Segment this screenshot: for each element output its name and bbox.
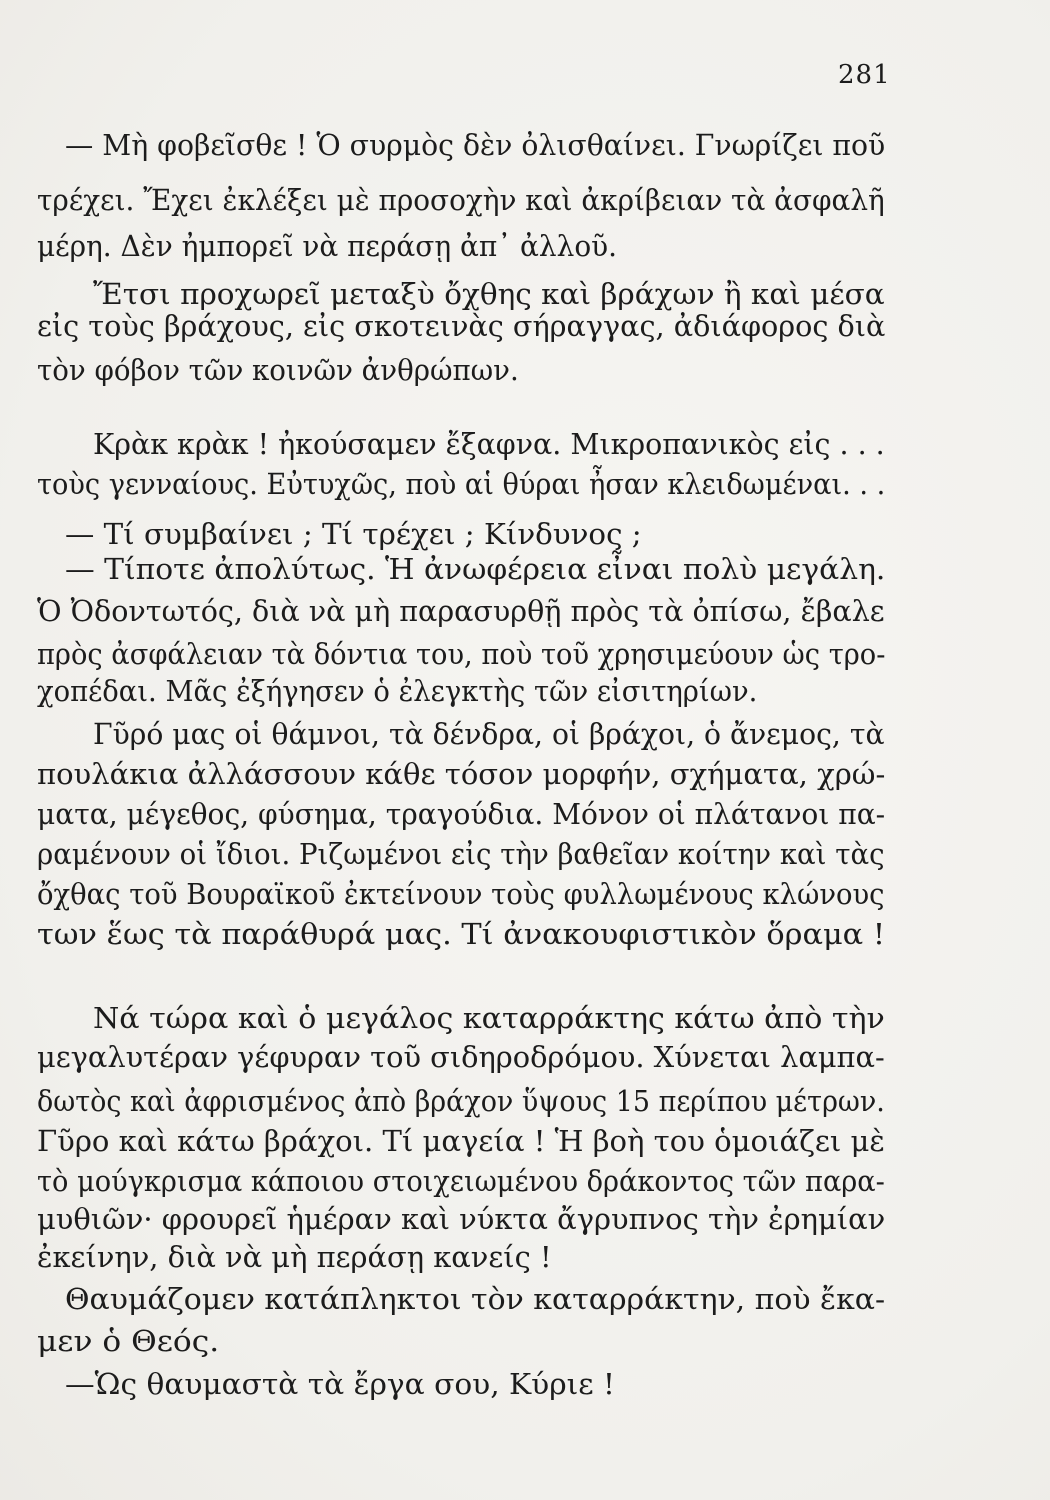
text-line: πουλάκια ἀλλάσσουν κάθε τόσον μορφήν, σχήματα, χρώ- (37, 757, 886, 791)
text-line: Γῦρό μας οἱ θάμνοι, τὰ δένδρα, οἱ βράχοι, ὁ ἄνεμος, τὰ (93, 717, 885, 751)
text-line: ὄχθας τοῦ Βουραϊκοῦ ἐκτείνουν τοὺς φυλλωμένους κλώνους (37, 877, 885, 911)
text-line: —Ὡς θαυμαστὰ τὰ ἔργα σου, Κύριε ! (65, 1367, 615, 1401)
text-line: ματα, μέγεθος, φύσημα, τραγούδια. Μόνον οἱ πλάτανοι πα- (37, 797, 886, 831)
text-line: Κρὰκ κρὰκ ! ἠκούσαμεν ἔξαφνα. Μικροπανικὸς εἰς . . . (93, 427, 885, 461)
text-line: χοπέδαι. Μᾶς ἐξήγησεν ὁ ἐλεγκτὴς τῶν εἰσιτηρίων. (37, 674, 758, 708)
text-line: — Τίποτε ἀπολύτως. Ἡ ἀνωφέρεια εἶναι πολὺ μεγάλη. (65, 552, 886, 586)
text-line: τρέχει. Ἔχει ἐκλέξει μὲ προσοχὴν καὶ ἀκρίβειαν τὰ ἀσφαλῆ (37, 183, 885, 217)
text-line: Ἔτσι προχωρεῖ μεταξὺ ὄχθης καὶ βράχων ἢ καὶ μέσα (93, 277, 885, 311)
text-line: — Τί συμβαίνει ; Τί τρέχει ; Κίνδυνος ; (65, 517, 642, 551)
text-line: μέρη. Δὲν ἠμπορεῖ νὰ περάσῃ ἀπ᾽ ἀλλοῦ. (37, 229, 618, 263)
text-line: Θαυμάζομεν κατάπληκτοι τὸν καταρράκτην, ποὺ ἔκα- (65, 1282, 886, 1316)
text-line: τὸ μούγκρισμα κάποιου στοιχειωμένου δράκοντος τῶν παρα- (37, 1164, 885, 1198)
text-line: πρὸς ἀσφάλειαν τὰ δόντια του, ποὺ τοῦ χρησιμεύουν ὡς τρο- (37, 637, 886, 671)
text-line: — Μὴ φοβεῖσθε ! Ὁ συρμὸς δὲν ὀλισθαίνει. Γνωρίζει ποῦ (65, 128, 886, 162)
text-line: Νά τώρα καὶ ὁ μεγάλος καταρράκτης κάτω ἀπὸ τὴν (93, 1001, 885, 1035)
text-line: μεν ὁ Θεός. (37, 1324, 220, 1358)
text-line: μεγαλυτέραν γέφυραν τοῦ σιδηροδρόμου. Χύνεται λαμπα- (37, 1040, 885, 1074)
text-line: δωτὸς καὶ ἀφρισμένος ἀπὸ βράχον ὕψους 15 περίπου μέτρων. (37, 1084, 885, 1118)
text-line: Γῦρο καὶ κάτω βράχοι. Τί μαγεία ! Ἡ βοὴ του ὁμοιάζει μὲ (37, 1124, 886, 1158)
text-line: τὸν φόβον τῶν κοινῶν ἀνθρώπων. (37, 353, 519, 387)
text-line: ραμένουν οἱ ἴδιοι. Ριζωμένοι εἰς τὴν βαθεῖαν κοίτην καὶ τὰς (37, 837, 885, 871)
text-line: των ἕως τὰ παράθυρά μας. Τί ἀνακουφιστικὸν ὅραμα ! (37, 917, 886, 951)
text-line: ἐκείνην, διὰ νὰ μὴ περάσῃ κανείς ! (37, 1240, 552, 1274)
text-line: εἰς τοὺς βράχους, εἰς σκοτεινὰς σήραγγας, ἀδιάφορος διὰ (37, 309, 886, 343)
text-line: μυθιῶν· φρουρεῖ ἡμέραν καὶ νύκτα ἄγρυπνος τὴν ἐρημίαν (37, 1202, 886, 1236)
text-line: τοὺς γενναίους. Εὐτυχῶς, ποὺ αἱ θύραι ἦσαν κλειδωμέναι. . . (37, 467, 886, 501)
page-number: 281 (838, 60, 891, 90)
text-line: Ὁ Ὀδοντωτός, διὰ νὰ μὴ παρασυρθῇ πρὸς τὰ ὀπίσω, ἔβαλε (37, 594, 885, 628)
